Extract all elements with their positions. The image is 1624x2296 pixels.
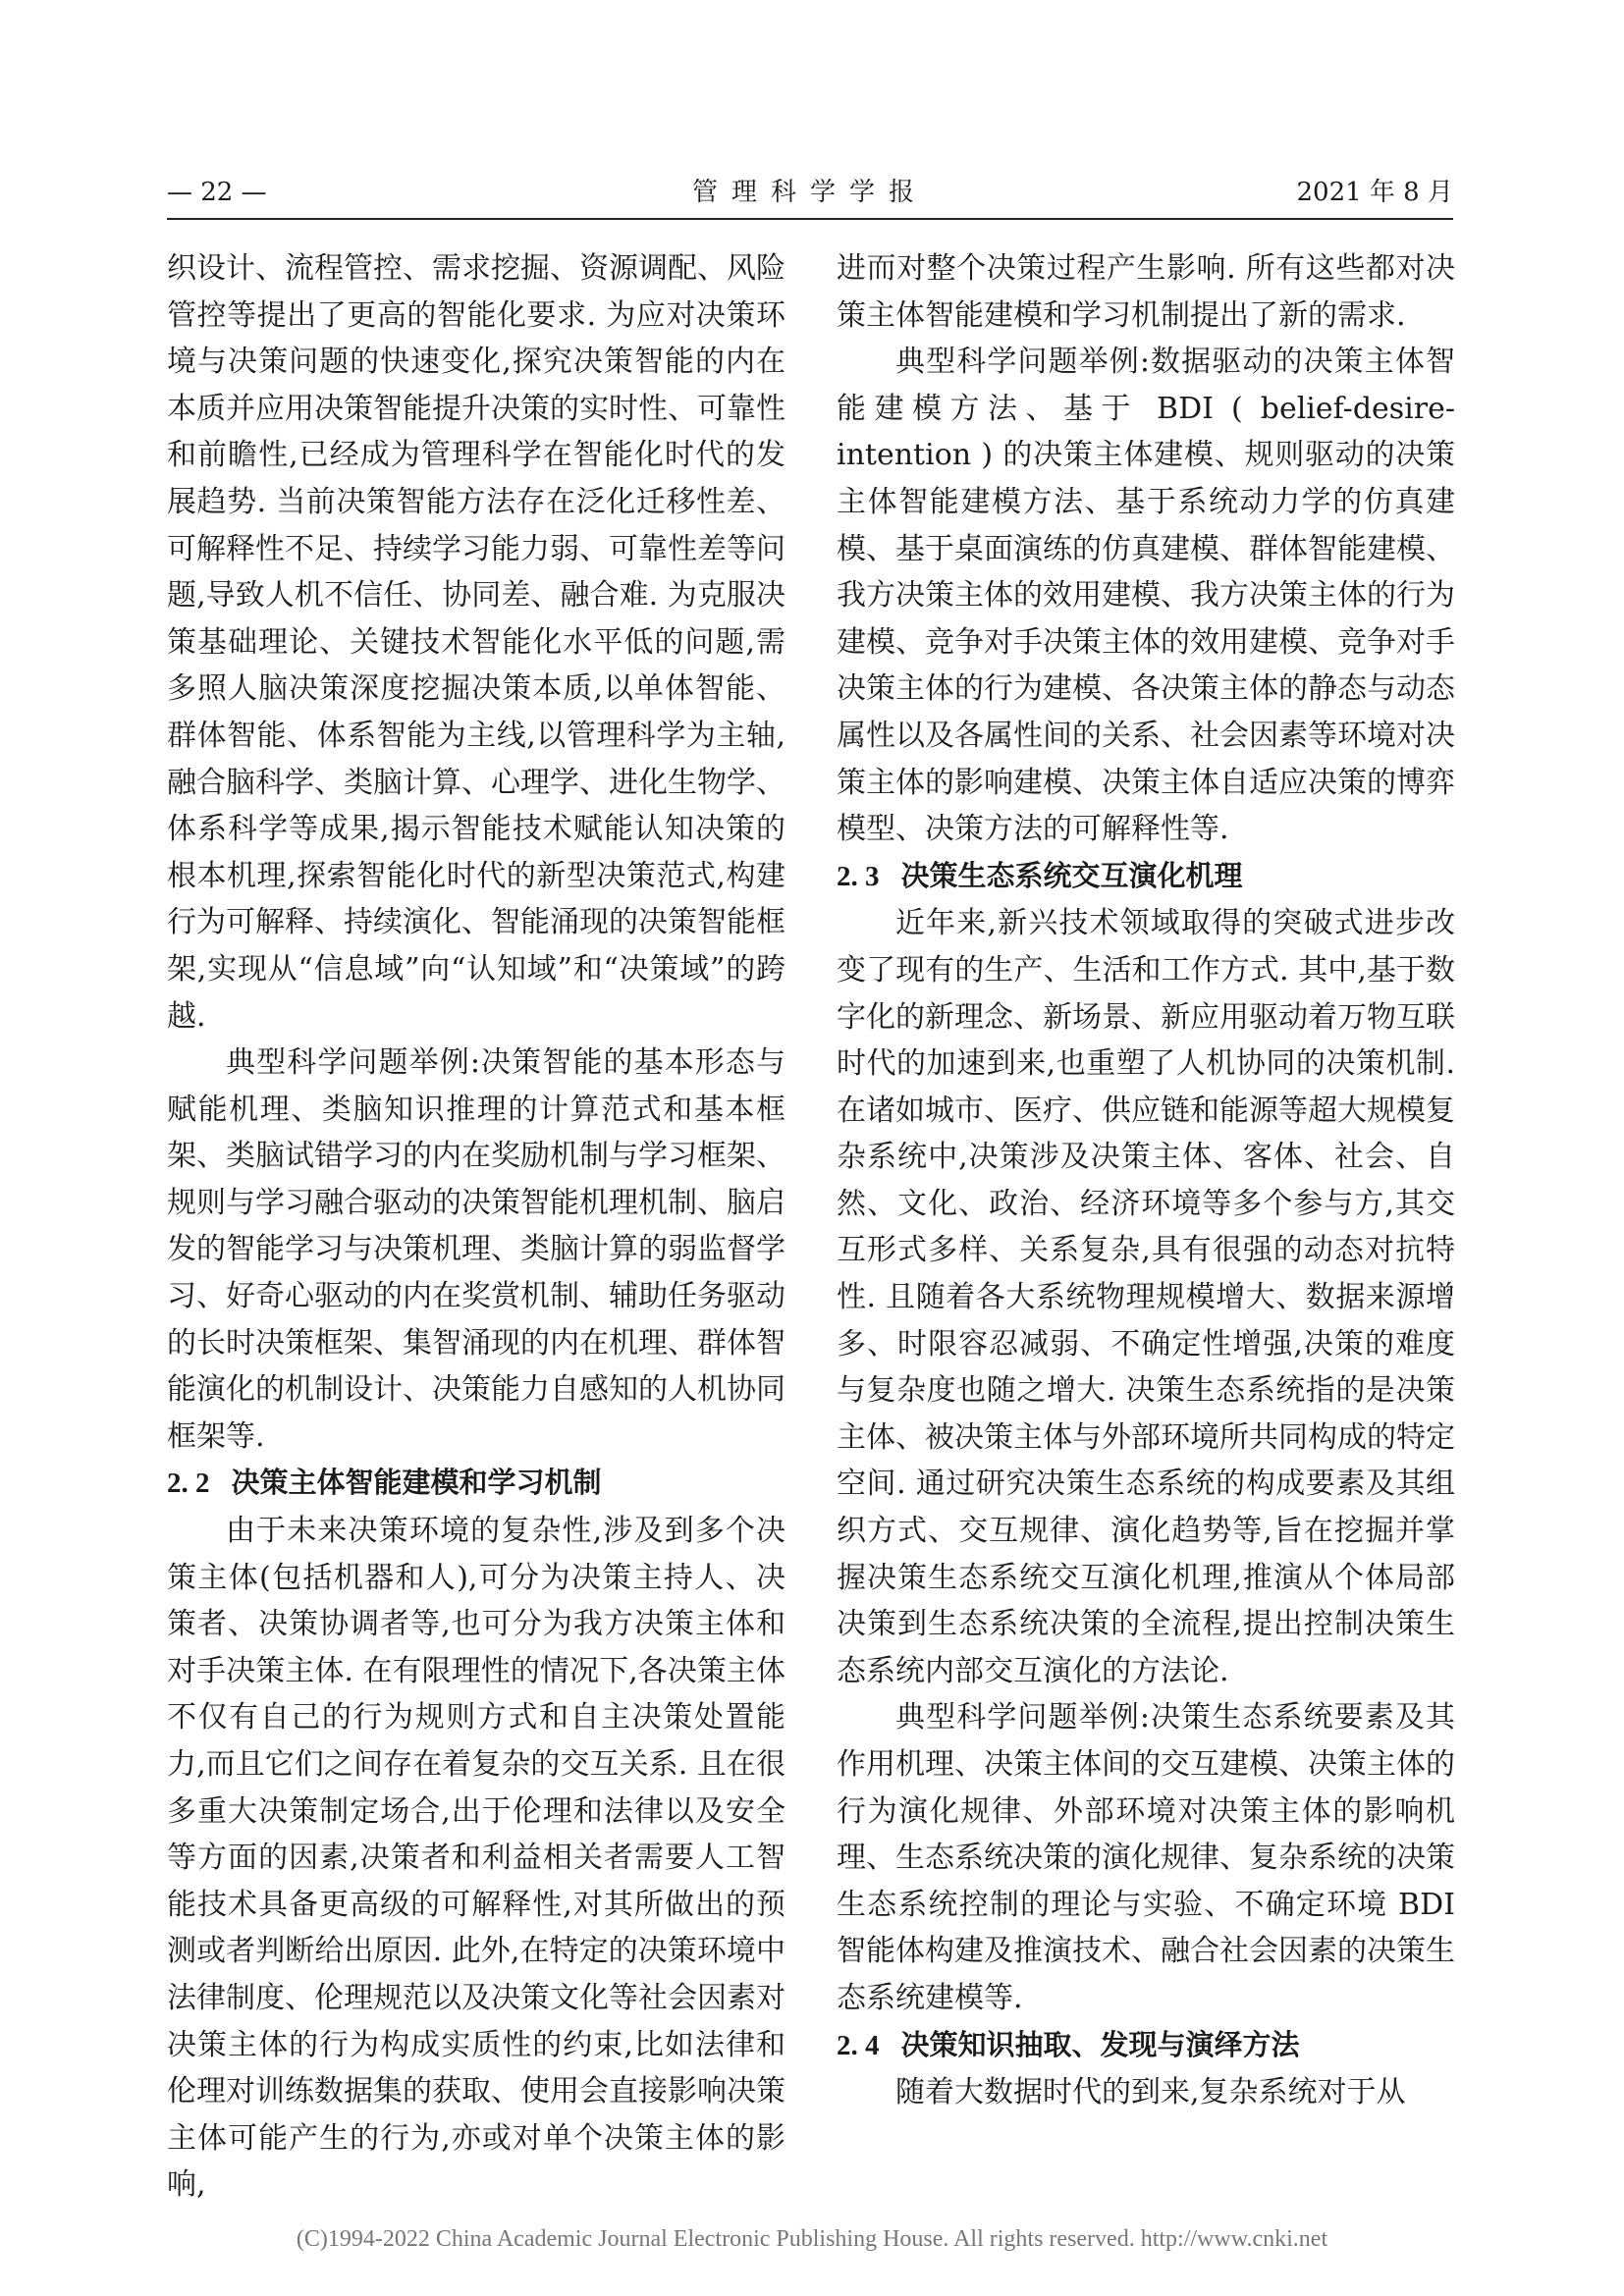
paragraph-2-3: 近年来,新兴技术领域取得的突破式进步改变了现有的生产、生活和工作方式. 其中,基于数字化的新理念、新场景、新应用驱动着万物互联时代的加速到来,也重塑了人机协同的决策机制. 在诸如城市、医疗、供应链和能源等超大规模复杂系统中,决策涉及决策主体、客体、社会、自然、文化、政治、经济环境等多个参与方,其交互形式多样、关系复杂,具有很强的动态对抗特性. 且随着各大系统物理规模增大、数据来源增多、时限容忍减弱、不确定性增强,决策的难度与复杂度也随之增大. 决策生态系统指的是决策主体、被决策主体与外部环境所共同构成的特定空间. 通过研究决策生态系统的构成要素及其组织方式、交互规律、演化趋势等,旨在挖掘并掌握决策生态系统交互演化机理,推演从个体局部决策到生态系统决策的全流程,提出控制决策生态系统内部交互演化的方法论. (837, 906, 1455, 1688)
left-column (167, 245, 785, 2209)
section-number: 2. 3 (837, 860, 880, 892)
page-header (167, 173, 1453, 212)
page-number: — 22 — (167, 178, 267, 207)
section-heading-2-2 (167, 1460, 785, 1508)
right-column (837, 245, 1455, 2116)
paragraph-2-2: 由于未来决策环境的复杂性,涉及到多个决策主体(包括机器和人),可分为决策主持人、决策者、决策协调者等,也可分为我方决策主体和对手决策主体. 在有限理性的情况下,各决策主体不仅有自己的行为规则方式和自主决策处置能力,而且它们之间存在着复杂的交互关系. 且在很多重大决策制定场合,出于伦理和法律以及安全等方面的因素,决策者和利益相关者需要人工智能技术具备更高级的可解释性,对其所做出的预测或者判断给出原因. 此外,在特定的决策环境中法律制度、伦理规范以及决策文化等社会因素对决策主体的行为构成实质性的约束,比如法律和伦理对训练数据集的获取、使用会直接影响决策主体可能产生的行为,亦或对单个决策主体的影响, (167, 1514, 785, 2203)
journal-title: 管理科学学报 (691, 178, 928, 207)
section-number: 2. 2 (167, 1468, 210, 1500)
paragraph-continued: 进而对整个决策过程产生影响. 所有这些都对决策主体智能建模和学习机制提出了新的需求. (837, 251, 1455, 333)
header-rule (167, 218, 1453, 220)
section-title: 决策生态系统交互演化机理 (900, 858, 1243, 892)
section-heading-2-3 (837, 853, 1455, 901)
paragraph-examples-2-1: 典型科学问题举例:决策智能的基本形态与赋能机理、类脑知识推理的计算范式和基本框架、类脑试错学习的内在奖励机制与学习框架、规则与学习融合驱动的决策智能机理机制、脑启发的智能学习与决策机理、类脑计算的弱监督学习、好奇心驱动的内在奖赏机制、辅助任务驱动的长时决策框架、集智涌现的内在机理、群体智能演化的机制设计、决策能力自感知的人机协同框架等. (167, 1045, 785, 1454)
issue-date: 2021 年 8 月 (1296, 178, 1453, 207)
section-title: 决策主体智能建模和学习机制 (231, 1466, 602, 1500)
section-title: 决策知识抽取、发现与演绎方法 (900, 2027, 1300, 2061)
section-heading-2-4 (837, 2022, 1455, 2070)
section-number: 2. 4 (837, 2029, 880, 2061)
paragraph-examples-2-3: 典型科学问题举例:决策生态系统要素及其作用机理、决策主体间的交互建模、决策主体的行为演化规律、外部环境对决策主体的影响机理、生态系统决策的演化规律、复杂系统的决策生态系统控制的理论与实验、不确定环境 BDI 智能体构建及推演技术、融合社会因素的决策生态系统建模等. (837, 1700, 1455, 2015)
paragraph-2-4: 随着大数据时代的到来,复杂系统对于从 (895, 2075, 1406, 2110)
paragraph-continued: 织设计、流程管控、需求挖掘、资源调配、风险管控等提出了更高的智能化要求. 为应对决策环境与决策问题的快速变化,探究决策智能的内在本质并应用决策智能提升决策的实时性、可靠性和前瞻性,已经成为管理科学在智能化时代的发展趋势. 当前决策智能方法存在泛化迁移性差、可解释性不足、持续学习能力弱、可靠性差等问题,导致人机不信任、协同差、融合难. 为克服决策基础理论、关键技术智能化水平低的问题,需多照人脑决策深度挖掘决策本质,以单体智能、群体智能、体系智能为主线,以管理科学为主轴,融合脑科学、类脑计算、心理学、进化生物学、体系科学等成果,揭示智能技术赋能认知决策的根本机理,探索智能化时代的新型决策范式,构建行为可解释、持续演化、智能涌现的决策智能框架,实现从“信息域”向“认知域”和“决策域”的跨越. (167, 251, 785, 1034)
paragraph-examples-2-2: 典型科学问题举例:数据驱动的决策主体智能建模方法、基于 BDI ( belief-desire-intention ) 的决策主体建模、规则驱动的决策主体智能建模方法、基于系统动力学的仿真建模、基于桌面演练的仿真建模、群体智能建模、我方决策主体的效用建模、我方决策主体的行为建模、竞争对手决策主体的效用建模、竞争对手决策主体的行为建模、各决策主体的静态与动态属性以及各属性间的关系、社会因素等环境对决策主体的影响建模、决策主体自适应决策的博弈模型、决策方法的可解释性等. (837, 345, 1455, 847)
copyright-footer: (C)1994-2022 China Academic Journal Electronic Publishing House. All rights reserved. http://www.cnki.net (296, 2226, 1328, 2252)
